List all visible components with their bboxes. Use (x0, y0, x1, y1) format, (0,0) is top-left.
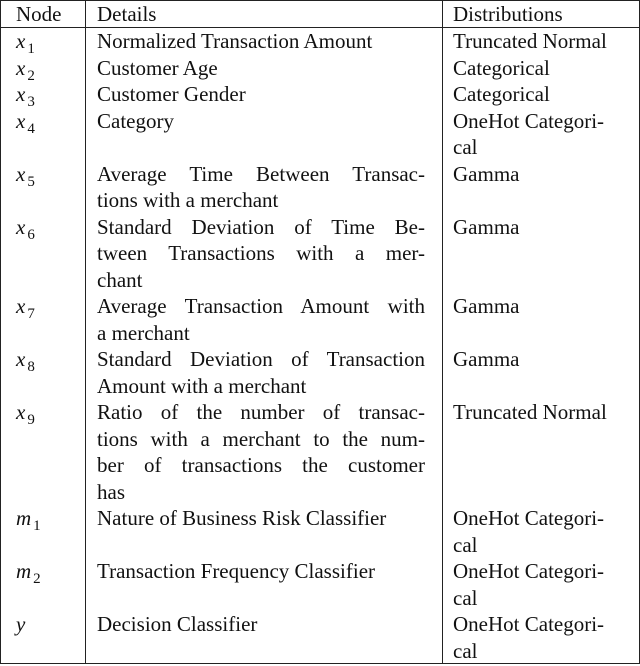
column-divider (442, 1, 443, 663)
node-subscript: 1 (33, 518, 41, 534)
node-cell (16, 611, 82, 638)
column-divider (85, 1, 86, 663)
distribution-cell (453, 505, 633, 558)
details-line: Amount with a merchant (97, 373, 307, 398)
distribution-cell (453, 161, 633, 214)
details-line: tions with a merchant to the num- (97, 426, 425, 451)
details-cell (97, 346, 425, 399)
node-variable: x $_6$ (16, 214, 35, 243)
node-variable: x $_9$ (16, 400, 35, 428)
distribution-line: Categorical (453, 55, 550, 80)
distribution-line: cal (453, 532, 478, 557)
details-line: Standard Deviation of Transaction (97, 347, 425, 371)
distribution-line: Gamma (453, 161, 520, 186)
node-variable: x $_3$ (16, 82, 35, 110)
distribution-line: OneHot Categori- (453, 506, 605, 530)
node-variable: x $_4$ (16, 108, 35, 137)
details-line: Transaction Frequency Classifier (97, 559, 376, 583)
details-line (97, 638, 425, 665)
details-line: Customer Gender (97, 82, 246, 106)
distribution-line: Categorical (453, 82, 550, 106)
details-cell (97, 399, 425, 505)
node-subscript: 2 (33, 571, 41, 587)
node-cell (16, 108, 82, 135)
distribution-line (453, 267, 633, 294)
distribution-cell (453, 293, 633, 346)
node-subscript: 5 (27, 173, 35, 190)
details-line (97, 585, 425, 612)
distribution-cell (453, 346, 633, 399)
node-variable: x $_2$ (16, 55, 35, 84)
distribution-line: Gamma (453, 214, 520, 239)
node-subscript: 1 (27, 41, 35, 57)
distribution-line: Gamma (453, 347, 520, 371)
header-node: Node (16, 2, 62, 26)
details-line (97, 532, 425, 559)
distribution-line: cal (453, 135, 478, 159)
details-cell (97, 81, 425, 108)
distribution-line (453, 240, 633, 267)
node-variable: y (16, 612, 26, 636)
distribution-line: OneHot Categori- (453, 108, 605, 133)
details-line: Normalized Transaction Amount (97, 29, 373, 53)
distribution-line (453, 479, 633, 506)
details-cell (97, 505, 425, 558)
details-line: Decision Classifier (97, 612, 258, 636)
distribution-cell (453, 611, 633, 664)
distribution-line: OneHot Categori- (453, 612, 605, 636)
header-distributions: Distributions (453, 2, 563, 26)
details-line: Standard Deviation of Time Be- (97, 214, 425, 239)
distribution-cell (453, 558, 633, 611)
details-cell (97, 28, 425, 55)
distribution-cell (453, 399, 633, 505)
distribution-line (453, 373, 633, 400)
node-cell (16, 81, 82, 108)
node-cell (16, 399, 82, 426)
distribution-cell (453, 81, 633, 108)
details-cell (97, 161, 425, 214)
node-cell (16, 161, 82, 188)
node-variable: m $_1$ (16, 506, 41, 534)
node-cell (16, 55, 82, 82)
distribution-line (453, 187, 633, 214)
node-subscript: 3 (27, 94, 35, 110)
details-cell (97, 558, 425, 611)
node-subscript: 9 (27, 412, 35, 428)
details-line: Ratio of the number of transac- (97, 400, 425, 424)
details-line: Average Time Between Transac- (97, 161, 425, 186)
header-details: Details (97, 2, 157, 26)
details-cell (97, 611, 425, 664)
node-cell (16, 346, 82, 373)
details-line: has (97, 479, 125, 504)
node-variable: m $_2$ (16, 559, 41, 587)
node-subscript: 8 (27, 359, 35, 375)
distribution-cell (453, 108, 633, 161)
details-line: Customer Age (97, 55, 218, 80)
distribution-cell (453, 214, 633, 294)
node-subscript: 7 (27, 306, 35, 322)
distribution-line: OneHot Categori- (453, 559, 605, 583)
distribution-cell (453, 28, 633, 55)
node-variable: x $_8$ (16, 347, 35, 375)
details-cell (97, 108, 425, 161)
details-line: Average Transaction Amount with (97, 294, 425, 318)
node-cell (16, 293, 82, 320)
node-cell (16, 558, 82, 585)
node-variable: x $_5$ (16, 161, 35, 190)
distribution-line: Gamma (453, 294, 520, 318)
details-cell (97, 55, 425, 82)
details-line: tions with a merchant (97, 188, 279, 212)
distribution-line (453, 426, 633, 453)
distribution-cell (453, 55, 633, 82)
distribution-line: Truncated Normal (453, 400, 607, 424)
details-line (97, 134, 425, 161)
details-line: Category (97, 108, 174, 133)
node-variable: x $_7$ (16, 294, 35, 322)
node-variable: x $_1$ (16, 29, 35, 57)
node-subscript: 6 (27, 226, 35, 243)
distribution-line (453, 452, 633, 479)
details-line: tween Transactions with a mer- (97, 241, 425, 265)
details-cell (97, 293, 425, 346)
distribution-line (453, 320, 633, 347)
details-cell (97, 214, 425, 294)
details-line: Nature of Business Risk Classifier (97, 506, 387, 530)
node-cell (16, 28, 82, 55)
node-subscript: 4 (27, 120, 35, 137)
distribution-line: cal (453, 585, 478, 610)
node-cell (16, 214, 82, 241)
node-cell (16, 505, 82, 532)
details-line: chant (97, 267, 143, 292)
distribution-line: Truncated Normal (453, 29, 607, 53)
details-line: a merchant (97, 320, 190, 345)
details-line: ber of transactions the customer (97, 453, 425, 477)
node-subscript: 2 (27, 67, 35, 84)
distribution-line: cal (453, 638, 478, 663)
